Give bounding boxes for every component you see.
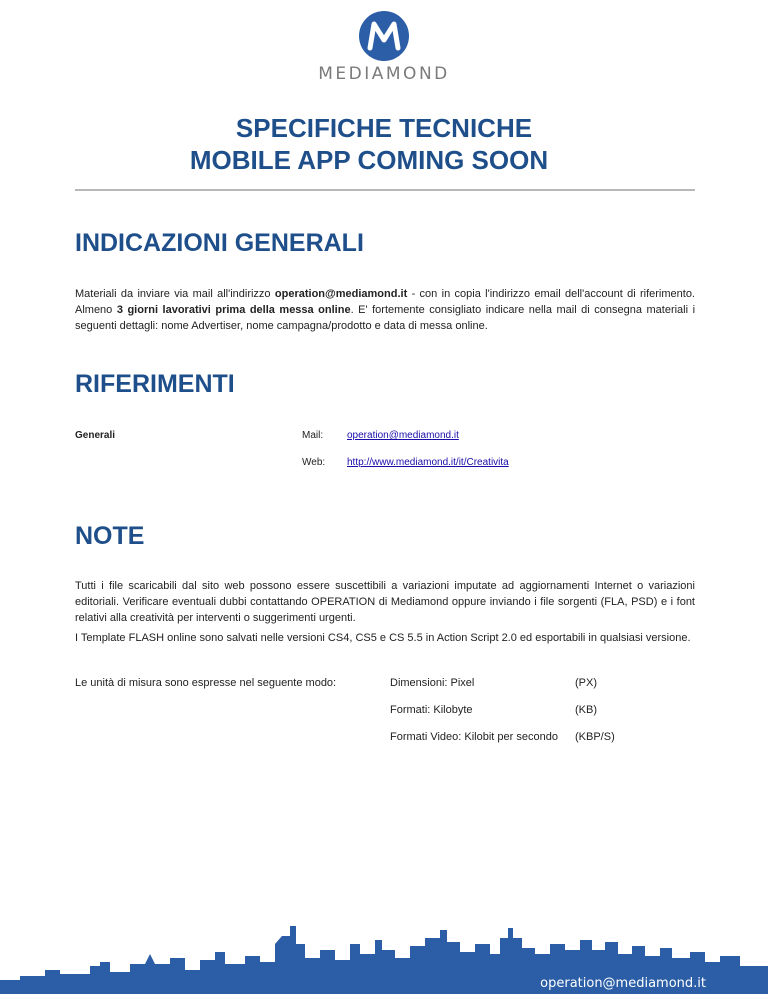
page-title-line1: SPECIFICHE TECNICHE [235,113,533,143]
general-deadline: 3 giorni lavorativi prima della messa online [116,304,351,316]
web-link[interactable]: http://www.mediamond.it/it/Creativita [347,457,509,468]
unit-name: Formati: Kilobyte [390,704,473,716]
mail-label: Mail: [302,430,324,441]
general-paragraph [75,286,695,334]
heading-notes: NOTE [75,522,145,550]
notes-paragraph-2: I Template FLASH online sono salvati nelle versioni CS4, CS5 e CS 5.5 in Action Script 2.0 ed esportabili in qualsiasi versione. [75,632,691,644]
units-label: Le unità di misura sono espresse nel seguente modo: [75,677,337,689]
title-divider [75,189,695,191]
general-text-1: Materiali da inviare via mail all'indirizzo [75,288,275,300]
brand-name: MEDIAMOND [318,64,450,84]
unit-abbr: (KBP/S) [575,731,615,743]
unit-name: Formati Video: Kilobit per secondo [390,731,558,743]
unit-abbr: (PX) [575,677,597,689]
web-label: Web: [302,457,326,468]
footer-email: operation@mediamond.it [540,976,706,991]
heading-general: INDICAZIONI GENERALI [75,229,364,257]
unit-row [390,704,690,716]
unit-name: Dimensioni: Pixel [390,677,475,689]
page-title-line2: MOBILE APP COMING SOON [189,145,549,175]
references-label: Generali [75,430,116,441]
notes-paragraph-1: Tutti i file scaricabili dal sito web possono essere suscettibili a variazioni imputate ad aggiornamenti Internet o variazioni editoriali. Verificare eventuali dubbi contattando OPERATION di Mediamond oppure inviando i file sorgenti (FLA, PSD) e i font relativi alla creatività per interventi o suggerimenti urgenti. [75,580,695,624]
unit-row [390,677,690,689]
mail-link[interactable]: operation@mediamond.it [347,430,459,441]
page-title [0,112,768,176]
unit-abbr: (KB) [575,704,597,716]
general-text-2: - con in copia l'indirizzo email dell'account di riferimento. Almeno [75,288,695,316]
unit-row [390,731,690,743]
general-email: operation@mediamond.it [274,288,408,300]
mediamond-m-logo-icon [358,10,410,62]
general-text-3: . E' fortemente consigliato indicare nella mail di consegna materiali i seguenti dettagli: nome Advertiser, nome campagna/prodotto e data di messa online. [75,304,696,332]
brand-logo [0,10,768,84]
heading-references: RIFERIMENTI [75,370,235,398]
